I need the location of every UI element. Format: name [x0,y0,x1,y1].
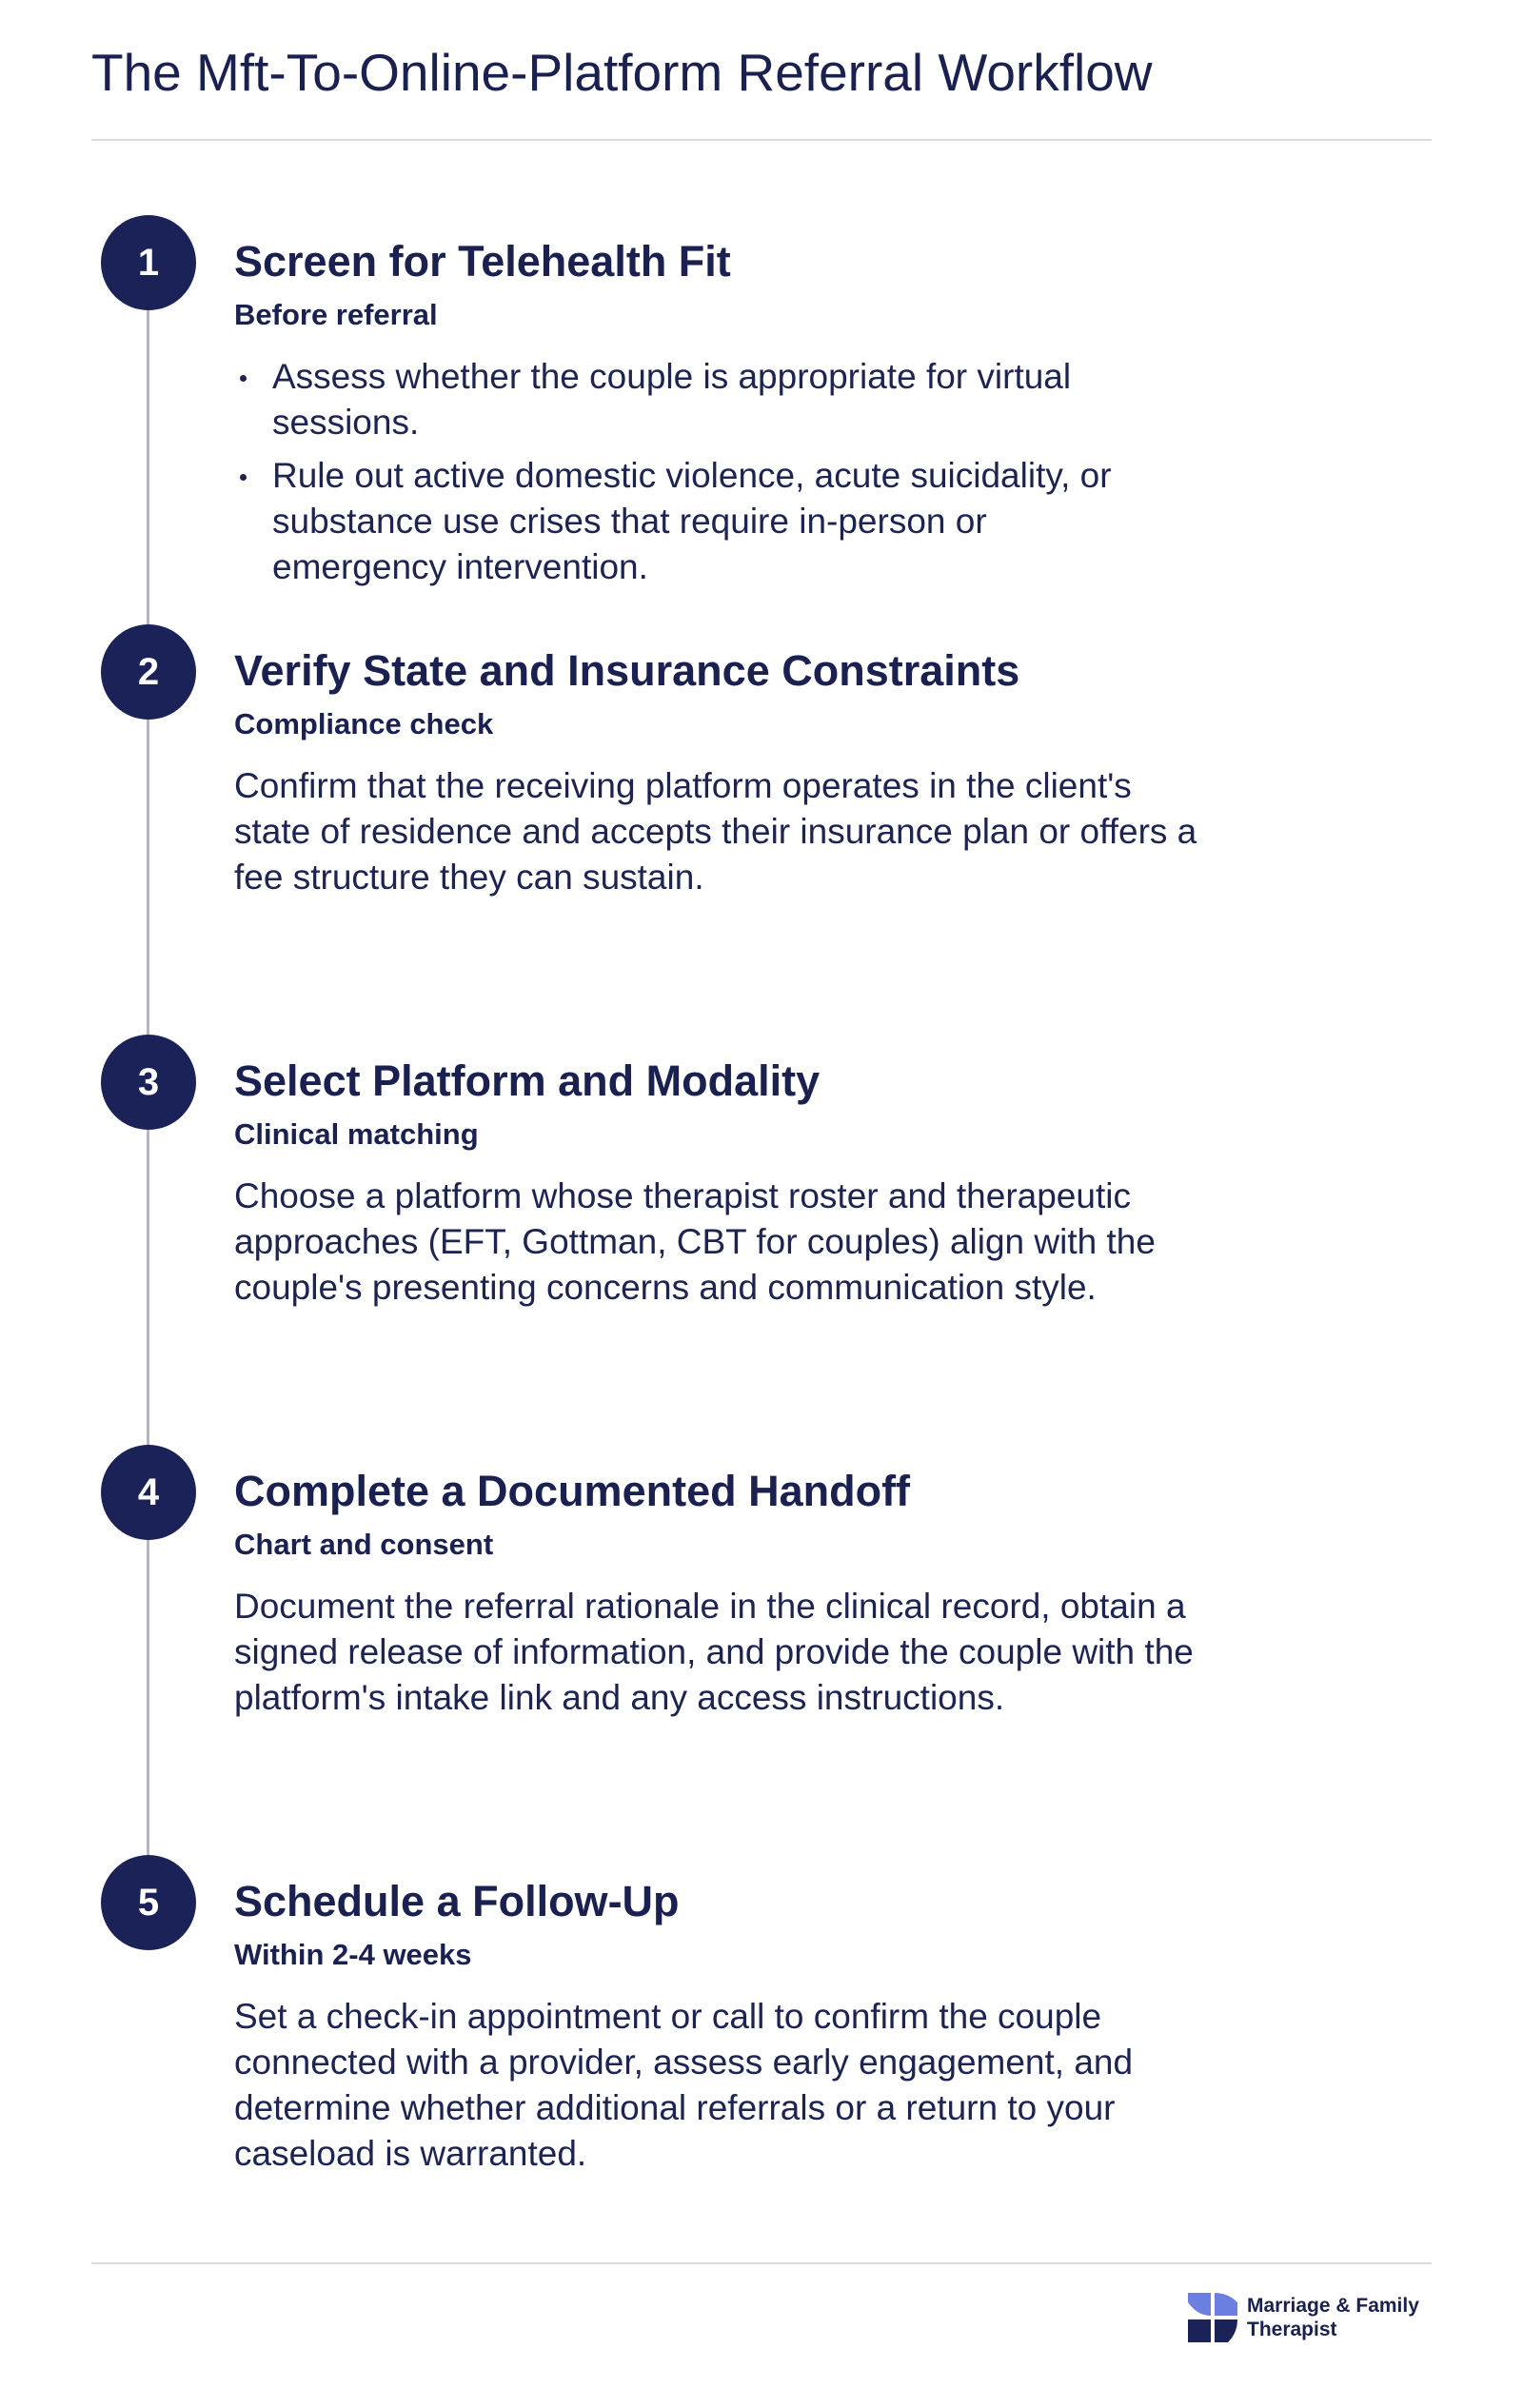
bullet-item: Assess whether the couple is appropriate for virtual sessions. [234,354,1167,445]
step-subtitle: Compliance check [234,707,494,740]
step-description: Confirm that the receiving platform operates in the client's state of residence and accepts their insurance plan or offers a fee structure they can sustain. [234,766,1197,897]
step-number-badge: 4 [101,1445,196,1540]
pinwheel-logo-icon [1188,2293,1237,2342]
brand-name [1247,2294,1419,2341]
step-title: Verify State and Insurance Constraints [234,646,1020,695]
step-title: Complete a Documented Handoff [234,1467,911,1515]
footer-divider [91,2262,1432,2264]
step-description: Document the referral rationale in the clinical record, obtain a signed release of information, and provide the couple with the platform's intake link and any access instructions. [234,1587,1194,1717]
step-description: Choose a platform whose therapist roster and therapeutic approaches (EFT, Gottman, CBT for couples) align with the couple's presenting concerns and communication style. [234,1176,1156,1307]
step-content [234,1466,1224,1721]
bullet-item: Rule out active domestic violence, acute suicidality, or substance use crises that require in-person or emergency intervention. [234,453,1167,590]
brand-logo [1188,2293,1419,2342]
step-number-badge: 3 [101,1035,196,1130]
step-number-badge: 5 [101,1855,196,1950]
step-subtitle: Chart and consent [234,1528,494,1561]
step-number-badge: 2 [101,624,196,720]
page-title: The Mft-To-Online-Platform Referral Workflow [91,43,1153,102]
step-subtitle: Clinical matching [234,1117,479,1151]
step-subtitle: Within 2-4 weeks [234,1938,472,1971]
step-content [234,645,1224,900]
step-number-badge: 1 [101,215,196,310]
step-content [234,236,1224,598]
step-title: Screen for Telehealth Fit [234,237,731,286]
step-description: Set a check-in appointment or call to confirm the couple connected with a provider, assess early engagement, and determine whether additional referrals or a return to your caseload is warranted. [234,1997,1134,2173]
header-divider [91,139,1432,141]
step-bullet-list [234,354,1167,590]
step-content [234,1056,1224,1311]
brand-name-line2: Therapist [1247,2319,1337,2340]
step-content [234,1876,1224,2177]
step-title: Schedule a Follow-Up [234,1877,680,1925]
step-title: Select Platform and Modality [234,1056,821,1105]
step-subtitle: Before referral [234,298,438,331]
brand-name-line1: Marriage & Family [1247,2295,1419,2317]
